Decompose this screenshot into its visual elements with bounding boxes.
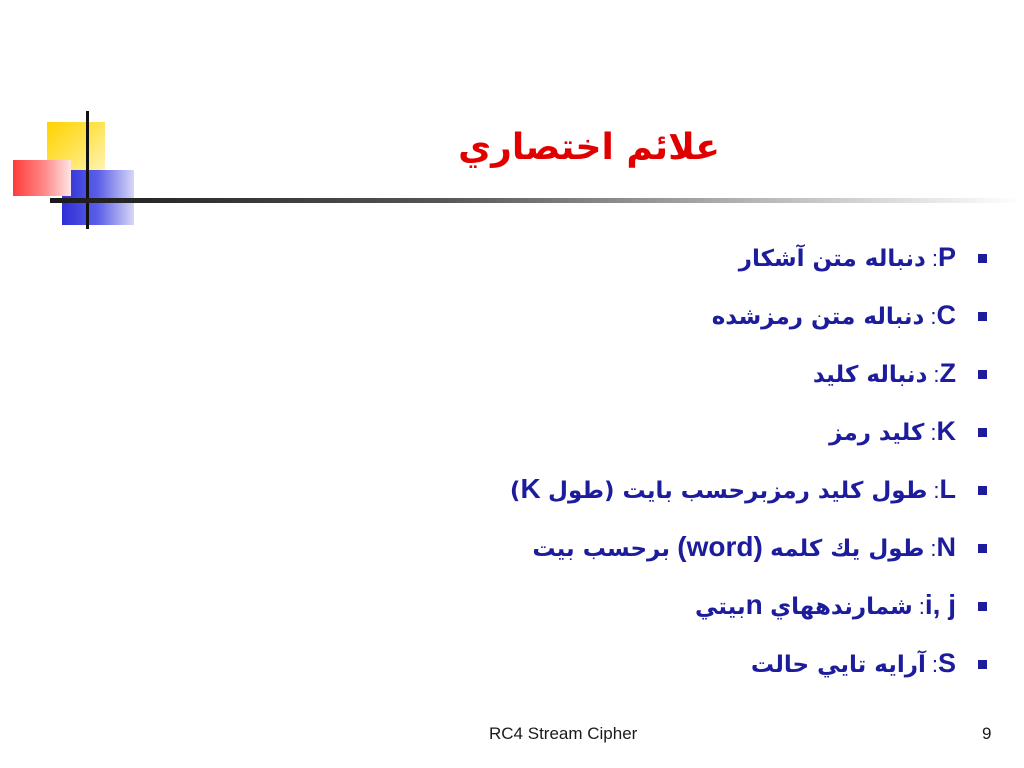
- abbreviation-symbol: Z: [939, 358, 956, 388]
- abbreviation-description: كليد رمز: [829, 420, 925, 446]
- list-item-p: [400, 229, 990, 287]
- list-item-content: [739, 242, 956, 274]
- list-item-content: [695, 590, 956, 622]
- abbreviation-description: دنباله متن آشكار: [738, 246, 926, 272]
- list-item-content: [712, 300, 956, 332]
- colon: :: [930, 536, 937, 561]
- square-bullet-icon: [978, 486, 987, 495]
- slide-title: علائم اختصاري: [458, 127, 720, 168]
- colon: :: [933, 362, 940, 387]
- description-end: بيتي: [694, 594, 746, 620]
- abbreviation-symbol: P: [937, 242, 956, 272]
- list-item-c: [400, 287, 990, 345]
- list-item-content: [532, 532, 956, 564]
- list-item-l: [400, 461, 990, 519]
- square-bullet-icon: [978, 660, 987, 669]
- square-bullet-icon: [978, 370, 987, 379]
- list-item-n: [400, 519, 990, 577]
- abbreviation-symbol: i, j: [924, 589, 956, 620]
- colon: :: [918, 594, 925, 619]
- abbreviation-description: شمارندههاي: [770, 594, 913, 620]
- square-bullet-icon: [978, 312, 987, 321]
- description-end: برحسب بيت: [532, 536, 670, 562]
- list-item-content: [510, 474, 956, 506]
- abbreviation-description: طول كليد رمزبرحسب بايت (طول: [547, 478, 928, 504]
- abbreviation-description: طول يك كلمه: [770, 536, 925, 562]
- abbreviation-description: دنباله متن رمزشده: [711, 304, 925, 330]
- square-bullet-icon: [978, 254, 987, 263]
- square-bullet-icon: [978, 428, 987, 437]
- list-item-content: [829, 416, 956, 448]
- red-square-decoration: [13, 160, 71, 196]
- list-item-s: [400, 635, 990, 693]
- list-item-content: [751, 648, 956, 680]
- latin-term: (word): [677, 531, 763, 562]
- abbreviation-symbol: L: [939, 474, 956, 504]
- vertical-rule-decoration: [86, 111, 89, 229]
- footer-title: RC4 Stream Cipher: [489, 724, 638, 743]
- abbreviation-description: آرايه تايي حالت: [750, 652, 926, 678]
- colon: :: [930, 304, 937, 329]
- colon: :: [930, 420, 937, 445]
- square-bullet-icon: [978, 602, 987, 611]
- title-underline-rule: [50, 198, 1022, 203]
- abbreviation-symbol: C: [936, 300, 956, 330]
- list-item-k: [400, 403, 990, 461]
- abbreviation-symbol: S: [937, 648, 956, 678]
- list-item-ij: [400, 577, 990, 635]
- square-bullet-icon: [978, 544, 987, 553]
- abbreviation-description: دنباله كليد: [812, 362, 928, 388]
- colon: :: [931, 652, 938, 677]
- colon: :: [933, 478, 940, 503]
- abbreviation-symbol: K: [936, 416, 956, 446]
- description-end: ): [509, 478, 521, 504]
- latin-term: K: [520, 473, 541, 504]
- abbreviation-symbol: N: [936, 532, 956, 562]
- abbreviation-list: [400, 229, 990, 693]
- list-item-z: [400, 345, 990, 403]
- list-item-content: [813, 358, 956, 390]
- latin-term: n: [745, 589, 763, 620]
- colon: :: [931, 246, 938, 271]
- page-number: 9: [982, 724, 992, 743]
